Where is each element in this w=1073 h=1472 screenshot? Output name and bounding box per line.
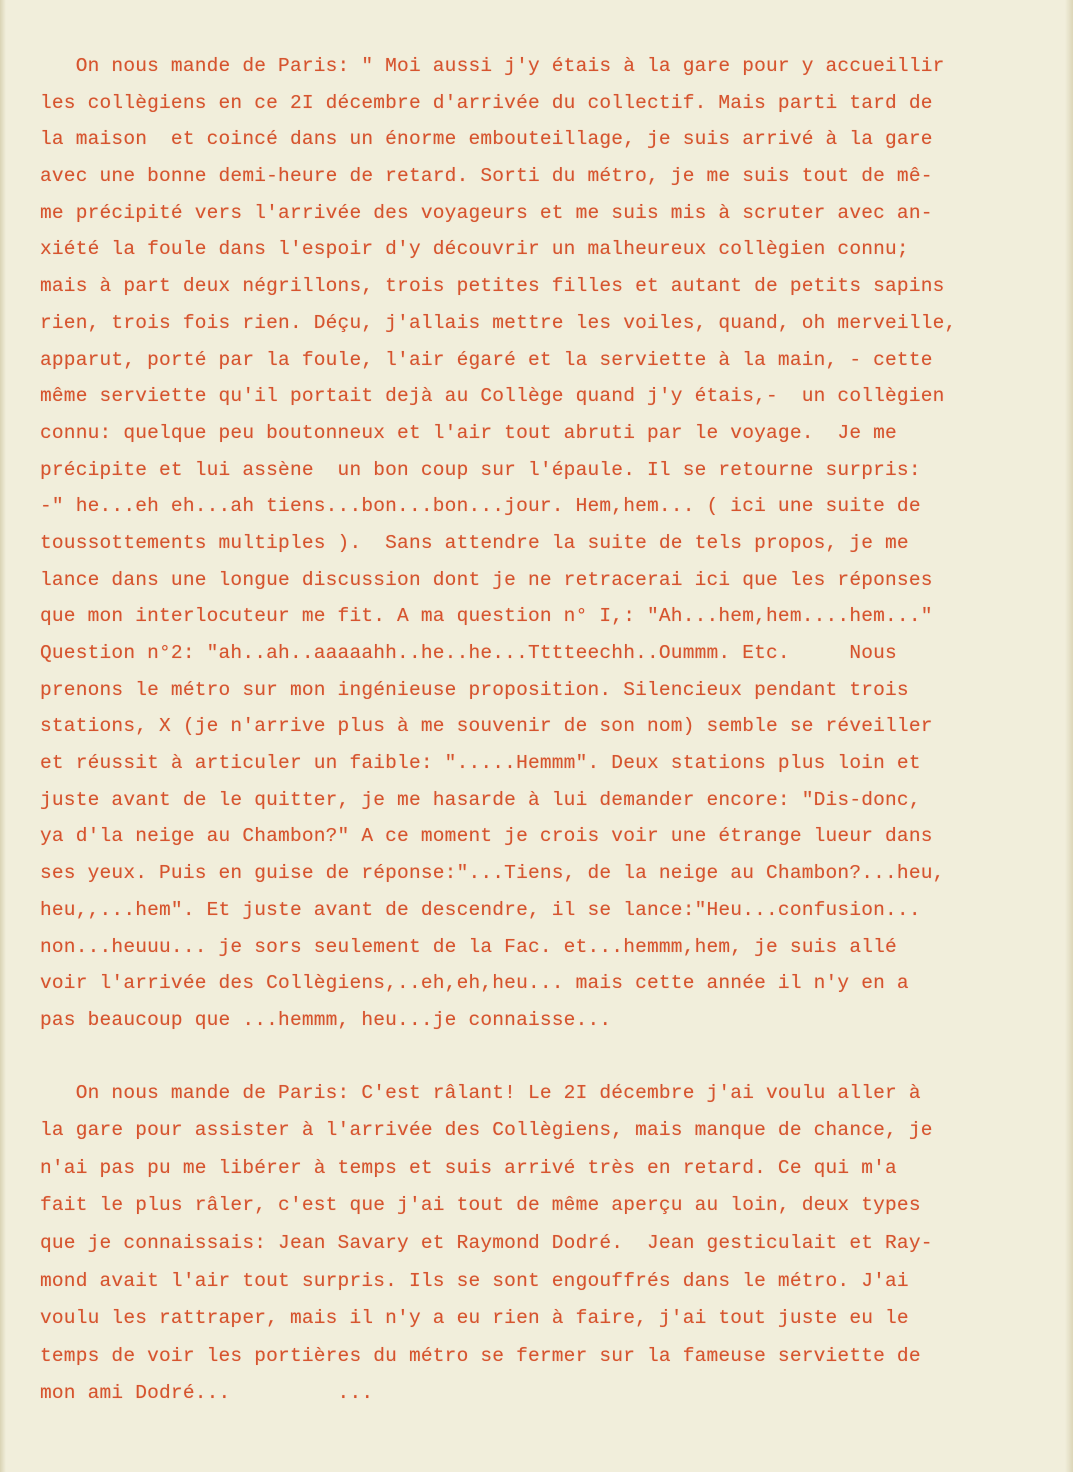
text-line: voulu les rattraper, mais il n'y a eu rien à faire, j'ai tout juste eu le bbox=[40, 1307, 909, 1330]
text-line: stations, X (je n'arrive plus à me souvenir de son nom) semble se réveiller bbox=[40, 715, 933, 738]
text-line: pas beaucoup que ...hemmm, heu...je connaisse... bbox=[40, 1008, 612, 1031]
text-line: prenons le métro sur mon ingénieuse proposition. Silencieux pendant trois bbox=[40, 678, 909, 701]
text-line: xiété la foule dans l'espoir d'y découvrir un malheureux collègien connu; bbox=[40, 238, 909, 261]
text-line: ses yeux. Puis en guise de réponse:"...Tiens, de la neige au Chambon?...heu, bbox=[40, 862, 945, 885]
text-line: fait le plus râler, c'est que j'ai tout de même aperçu au loin, deux types bbox=[40, 1194, 921, 1217]
text-line: ya d'la neige au Chambon?" A ce moment je crois voir une étrange lueur dans bbox=[40, 825, 933, 848]
text-line: me précipité vers l'arrivée des voyageurs et me suis mis à scruter avec an- bbox=[40, 201, 933, 224]
page-edge-left bbox=[0, 0, 6, 1472]
text-line: Question n°2: "ah..ah..aaaaahh..he..he...Tttteechh..Oummm. Etc. Nous bbox=[40, 642, 897, 664]
text-line: la gare pour assister à l'arrivée des Collègiens, mais manque de chance, je bbox=[40, 1119, 933, 1142]
text-line: n'ai pas pu me libérer à temps et suis arrivé très en retard. Ce qui m'a bbox=[40, 1156, 897, 1179]
text-line: lance dans une longue discussion dont je ne retracerai ici que les réponses bbox=[40, 568, 933, 591]
text-line: -" he...eh eh...ah tiens...bon...bon...jour. Hem,hem... ( ici une suite de bbox=[40, 495, 921, 518]
text-line: la maison et coincé dans un énorme embouteillage, je suis arrivé à la gare bbox=[40, 128, 933, 151]
text-line: rien, trois fois rien. Déçu, j'allais mettre les voiles, quand, oh merveille, bbox=[40, 311, 957, 334]
text-line: que je connaissais: Jean Savary et Raymond Dodré. Jean gesticulait et Ray- bbox=[40, 1231, 933, 1254]
text-line: toussottements multiples ). Sans attendre la suite de tels propos, je me bbox=[40, 531, 909, 554]
text-line: juste avant de le quitter, je me hasarde à lui demander encore: "Dis-donc, bbox=[40, 788, 921, 811]
text-line: apparut, porté par la foule, l'air égaré et la serviette à la main, - cette bbox=[40, 348, 933, 371]
text-line: mond avait l'air tout surpris. Ils se sont engouffrés dans le métro. J'ai bbox=[40, 1269, 909, 1292]
text-line: non...heuuu... je sors seulement de la Fac. et...hemmm,hem, je suis allé bbox=[40, 935, 897, 958]
text-line: et réussit à articuler un faible: ".....Hemmm". Deux stations plus loin et bbox=[40, 752, 921, 775]
page-edge-right bbox=[1065, 0, 1073, 1472]
text-line: temps de voir les portières du métro se fermer sur la fameuse serviette de bbox=[40, 1344, 921, 1367]
text-line: précipite et lui assène un bon coup sur l'épaule. Il se retourne surpris: bbox=[40, 458, 921, 481]
text-line: mais à part deux négrillons, trois petites filles et autant de petits sapins bbox=[40, 275, 945, 298]
paragraph-2 bbox=[40, 1075, 1030, 1413]
text-line: mon ami Dodré... ... bbox=[40, 1382, 374, 1405]
text-line: On nous mande de Paris: " Moi aussi j'y étais à la gare pour y accueillir bbox=[40, 55, 945, 77]
text-line: connu: quelque peu boutonneux et l'air tout abruti par le voyage. Je me bbox=[40, 421, 897, 444]
text-line: avec une bonne demi-heure de retard. Sorti du métro, je me suis tout de mê- bbox=[40, 165, 933, 188]
typewritten-page bbox=[40, 48, 1030, 1413]
paragraph-1 bbox=[40, 48, 1030, 1039]
text-line: que mon interlocuteur me fit. A ma question n° I,: "Ah...hem,hem....hem..." bbox=[40, 605, 933, 628]
text-line: On nous mande de Paris: C'est râlant! Le 2I décembre j'ai voulu aller à bbox=[40, 1081, 921, 1104]
text-line: les collègiens en ce 2I décembre d'arrivée du collectif. Mais parti tard de bbox=[40, 91, 933, 114]
text-line: heu,,...hem". Et juste avant de descendre, il se lance:"Heu...confusion... bbox=[40, 898, 921, 921]
text-line: même serviette qu'il portait dejà au Collège quand j'y étais,- un collègien bbox=[40, 385, 945, 408]
text-line: voir l'arrivée des Collègiens,..eh,eh,heu... mais cette année il n'y en a bbox=[40, 972, 909, 995]
